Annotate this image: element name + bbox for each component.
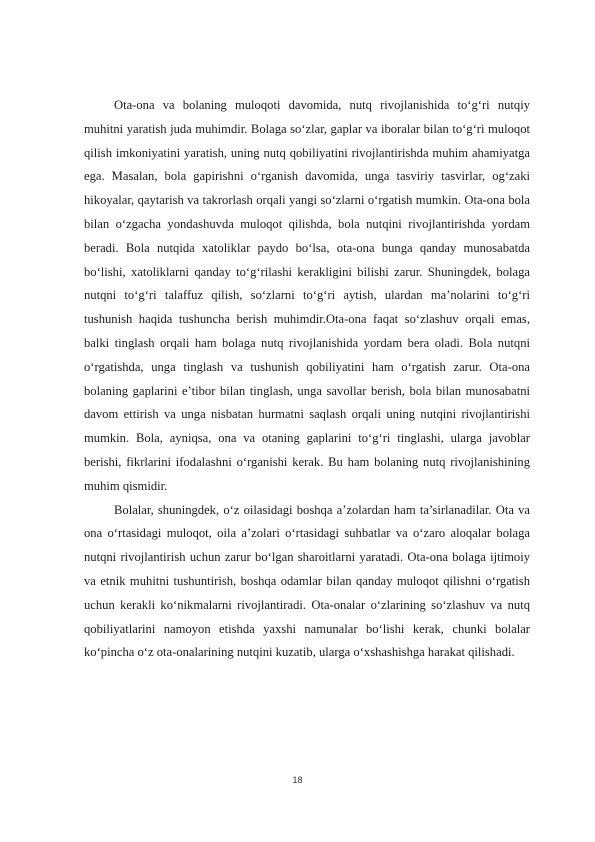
paragraph-parent-child-communication: Ota-ona va bolaning muloqoti davomida, nutq rivojlanishida to‘g‘ri nutqiy muhitni yaratish juda muhimdir. Bolaga so‘zlar, gaplar va iboralar bilan to‘g‘ri muloqot qilish imkoniyatini yaratish, uning nutq qobiliyatini rivojlantirishda muhim ahamiyatga ega. Masalan, bola gapirishni o‘rganish davomida, unga tasviriy tasvirlar, og‘zaki hikoyalar, qaytarish va takrorlash orqali yangi so‘zlarni o‘rgatish mumkin. Ota-ona bola bilan o‘zgacha yondashuvda muloqot qilishda, bola nutqini rivojlantirishda yordam beradi. Bola nutqida xatoliklar paydo bo‘lsa, ota-ona bunga qanday munosabatda bo‘lishi, xatoliklarni qanday to‘g‘rilashi kerakligini bilishi zarur. Shuningdek, bolaga nutqni to‘g‘ri talaffuz qilish, so‘zlarni to‘g‘ri aytish, ulardan ma’nolarini to‘g‘ri tushunish haqida tushuncha berish muhimdir.Ota-ona faqat so‘zlashuv orqali emas, balki tinglash orqali ham bolaga nutq rivojlanishida yordam bera oladi. Bola nutqni o‘rgatishda, unga tinglash va tushunish qobiliyatini ham o‘rgatish zarur. Ota-ona bolaning gaplarini e’tibor bilan tinglash, unga savollar berish, bola bilan munosabatni davom ettirish va unga nisbatan hurmatni saqlash orqali uning nutqini rivojlantirishi mumkin. Bola, ayniqsa, ona va otaning gaplarini to‘g‘ri tinglashi, ularga javoblar berishi, fikrlarini ifodalashni o‘rganishi kerak. Bu ham bolaning nutq rivojlanishining muhim qismidir. xyxy=(84,98,530,493)
document-body xyxy=(84,94,530,665)
page-number: 18 xyxy=(292,775,303,785)
paragraph-family-influence: Bolalar, shuningdek, o‘z oilasidagi boshqa a’zolardan ham ta’sirlanadilar. Ota va ona o‘rtasidagi muloqot, oila a’zolari o‘rtasidagi suhbatlar va o‘zaro aloqalar bolaga nutqni rivojlantirish uchun zarur bo‘lgan sharoitlarni yaratadi. Ota-ona bolaga ijtimoiy va etnik muhitni tushuntirish, boshqa odamlar bilan qanday muloqot qilishni o‘rgatish uchun kerakli ko‘nikmalarni rivojlantiradi. Ota-onalar o‘zlarining so‘zlashuv va nutq qobiliyatlarini namoyon etishda yaxshi namunalar bo‘lishi kerak, chunki bolalar ko‘pincha o‘z ota-onalarining nutqini kuzatib, ularga o‘xshashishga harakat qilishadi. xyxy=(84,502,530,660)
